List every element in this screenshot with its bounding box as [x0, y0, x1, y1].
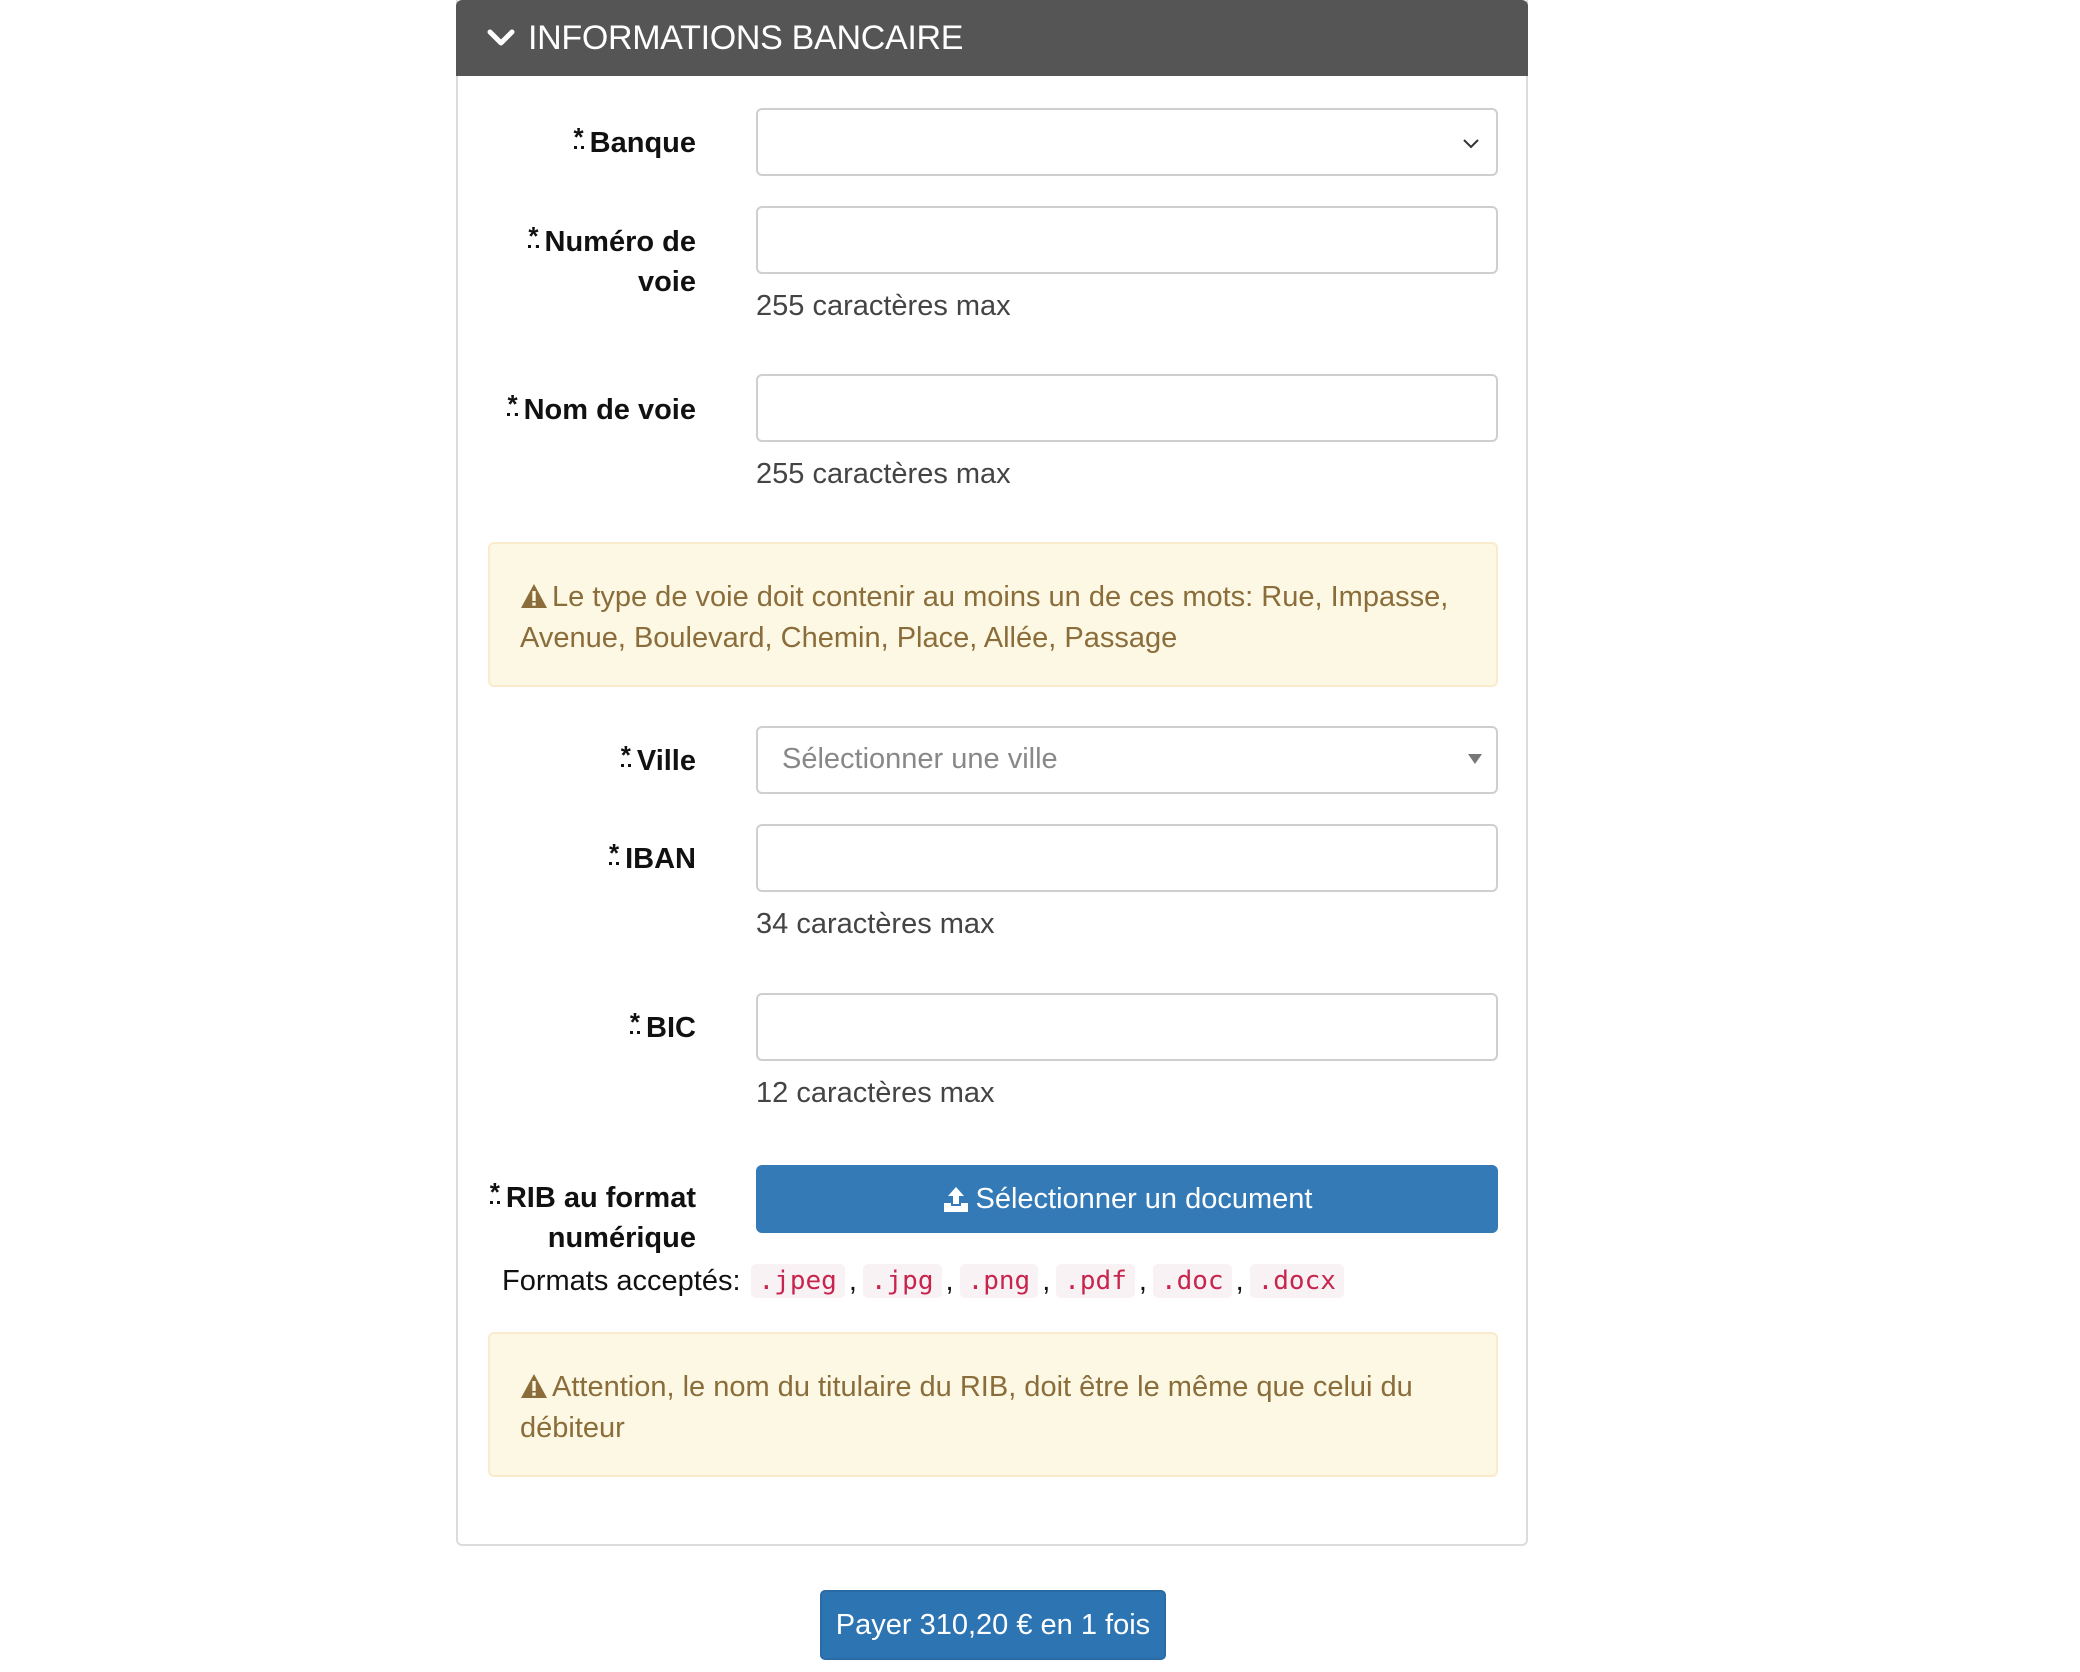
bank-info-panel: [456, 0, 1528, 1546]
bic-help: 12 caractères max: [756, 1077, 995, 1109]
format-jpeg: .jpeg: [751, 1264, 845, 1298]
warning-icon: [520, 1373, 548, 1399]
banque-select[interactable]: [756, 108, 1498, 176]
caret-down-icon: [1468, 754, 1482, 764]
upload-button-label: Sélectionner un document: [975, 1182, 1313, 1215]
bic-input[interactable]: [756, 993, 1498, 1061]
banque-label: * Banque: [573, 122, 696, 159]
bic-label: * BIC: [629, 1007, 696, 1044]
format-doc: .doc: [1153, 1264, 1232, 1298]
ville-placeholder: Sélectionner une ville: [782, 743, 1058, 775]
format-jpg: .jpg: [863, 1264, 942, 1298]
required-marker: *: [608, 838, 620, 868]
rib-label: * RIB au format numérique: [489, 1177, 696, 1254]
required-marker: *: [489, 1177, 500, 1207]
required-marker: *: [528, 221, 539, 251]
numero-voie-help: 255 caractères max: [756, 290, 1011, 322]
nom-voie-label: * Nom de voie: [507, 389, 696, 426]
accepted-formats: Formats acceptés: .jpeg , .jpg , .png , .pdf , .doc , .docx: [502, 1264, 1346, 1298]
chevron-down-icon: [1460, 132, 1482, 154]
numero-voie-input[interactable]: [756, 206, 1498, 274]
nom-voie-help: 255 caractères max: [756, 458, 1011, 490]
required-marker: *: [507, 389, 518, 419]
format-pdf: .pdf: [1056, 1264, 1135, 1298]
rib-holder-alert: Attention, le nom du titulaire du RIB, doit être le même que celui du débiteur: [488, 1332, 1498, 1477]
ville-select[interactable]: [756, 726, 1498, 794]
warning-icon: [520, 583, 548, 609]
pay-button[interactable]: Payer 310,20 € en 1 fois: [820, 1590, 1166, 1660]
iban-label: * IBAN: [608, 838, 696, 875]
panel-header[interactable]: [456, 0, 1528, 76]
numero-voie-label: * Numéro de voie: [528, 221, 696, 298]
required-marker: *: [629, 1007, 641, 1037]
iban-input[interactable]: [756, 824, 1498, 892]
upload-icon: [942, 1185, 970, 1213]
required-marker: *: [573, 122, 584, 152]
formats-label: Formats acceptés:: [502, 1264, 741, 1297]
panel-title: INFORMATIONS BANCAIRE: [528, 18, 964, 57]
chevron-down-icon: [486, 23, 516, 53]
voie-type-alert: Le type de voie doit contenir au moins un de ces mots: Rue, Impasse, Avenue, Boulevard, Chemin, Place, Allée, Passage: [488, 542, 1498, 687]
format-png: .png: [960, 1264, 1039, 1298]
required-marker: *: [620, 740, 631, 770]
nom-voie-input[interactable]: [756, 374, 1498, 442]
iban-help: 34 caractères max: [756, 908, 995, 940]
upload-document-button[interactable]: [756, 1165, 1498, 1233]
ville-label: * Ville: [620, 740, 696, 777]
format-docx: .docx: [1250, 1264, 1344, 1298]
